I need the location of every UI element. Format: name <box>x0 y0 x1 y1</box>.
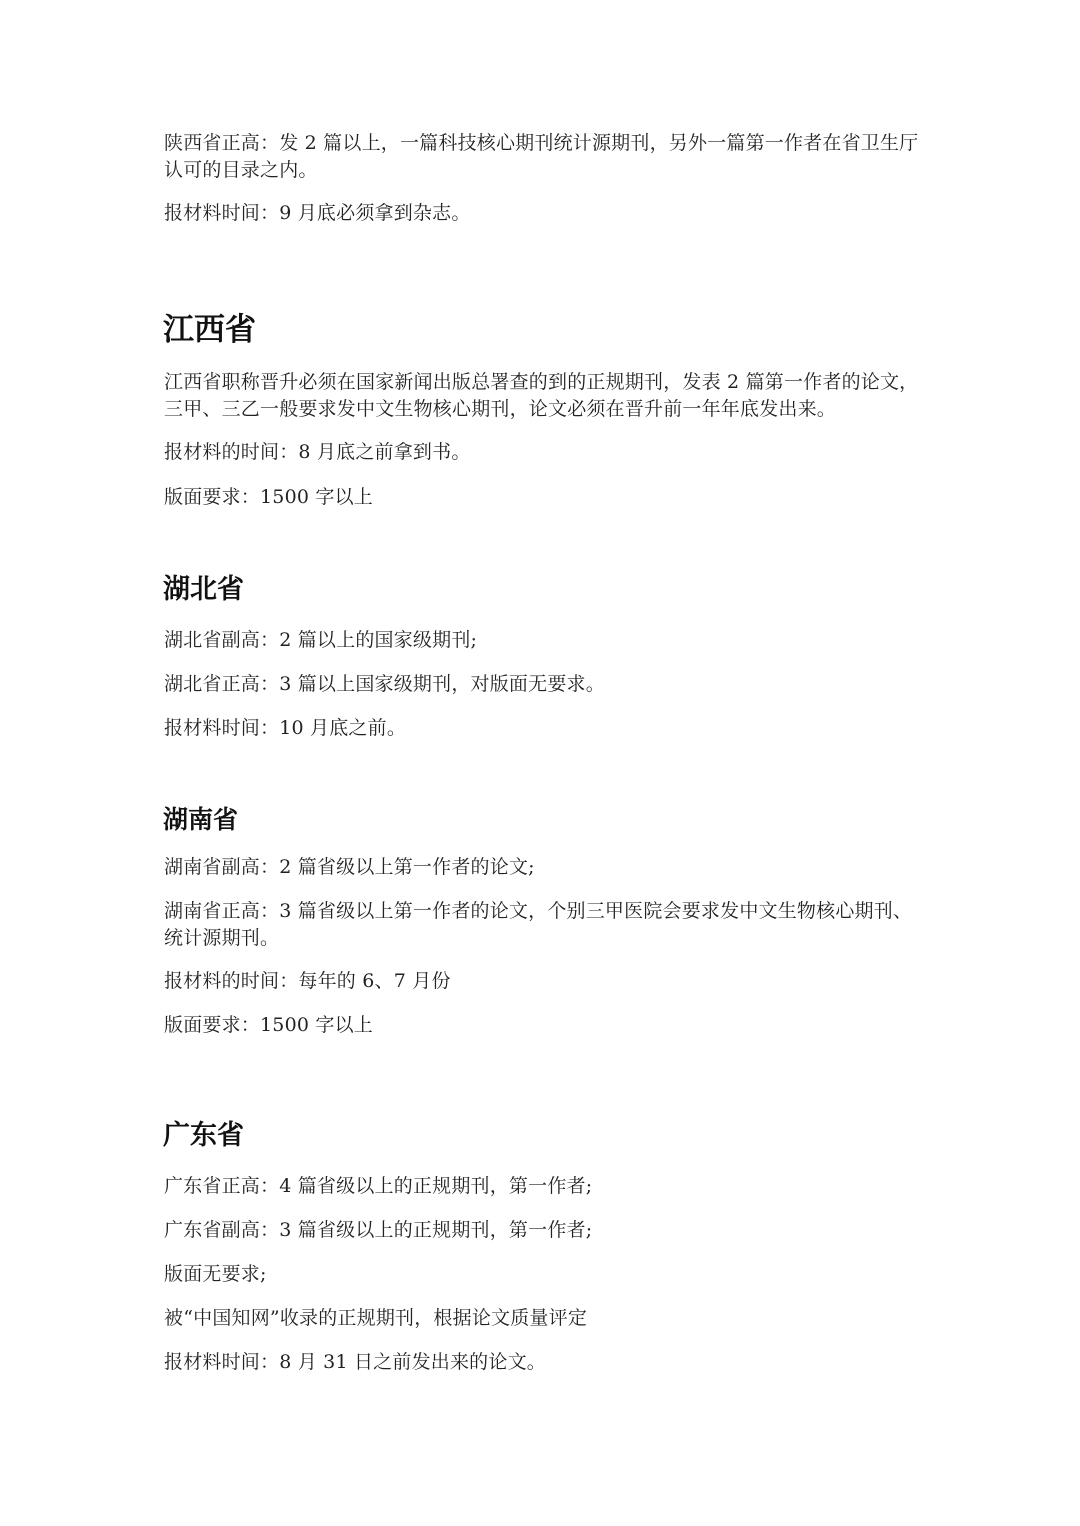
guangdong-layout-requirement: 版面无要求; <box>164 1263 267 1285</box>
hubei-heading: 湖北省 <box>163 574 244 605</box>
jiangxi-heading: 江西省 <box>163 312 256 348</box>
jiangxi-layout-requirement: 版面要求：1500 字以上 <box>164 486 373 508</box>
hubei-deadline: 报材料时间：10 月底之前。 <box>164 717 407 739</box>
guangdong-heading: 广东省 <box>163 1120 244 1151</box>
guangdong-associate-requirement: 广东省副高：3 篇省级以上的正规期刊，第一作者; <box>164 1219 593 1241</box>
hunan-deadline: 报材料的时间：每年的 6、7 月份 <box>164 970 451 992</box>
hunan-heading: 湖南省 <box>163 805 239 834</box>
jiangxi-requirement: 江西省职称晋升必须在国家新闻出版总署查的到的正规期刊，发表 2 篇第一作者的论文，三甲、三乙一般要求发中文生物核心期刊，论文必须在晋升前一年年底发出来。 <box>164 371 919 420</box>
shaanxi-deadline: 报材料时间：9 月底必须拿到杂志。 <box>164 202 471 224</box>
hunan-layout-requirement: 版面要求：1500 字以上 <box>164 1014 373 1036</box>
guangdong-cnki-note: 被“中国知网”收录的正规期刊，根据论文质量评定 <box>164 1307 588 1329</box>
hunan-associate-requirement: 湖南省副高：2 篇省级以上第一作者的论文; <box>164 856 535 878</box>
guangdong-deadline: 报材料时间：8 月 31 日之前发出来的论文。 <box>164 1351 546 1373</box>
guangdong-senior-requirement: 广东省正高：4 篇省级以上的正规期刊，第一作者; <box>164 1175 593 1197</box>
hubei-senior-requirement: 湖北省正高：3 篇以上国家级期刊，对版面无要求。 <box>164 673 605 695</box>
hunan-senior-requirement: 湖南省正高：3 篇省级以上第一作者的论文，个别三甲医院会要求发中文生物核心期刊、统计源期刊。 <box>164 900 913 949</box>
jiangxi-deadline: 报材料的时间：8 月底之前拿到书。 <box>164 441 471 463</box>
hubei-associate-requirement: 湖北省副高：2 篇以上的国家级期刊; <box>164 629 478 651</box>
shaanxi-senior-requirement: 陕西省正高：发 2 篇以上，一篇科技核心期刊统计源期刊，另外一篇第一作者在省卫生厅认可的目录之内。 <box>164 132 919 181</box>
